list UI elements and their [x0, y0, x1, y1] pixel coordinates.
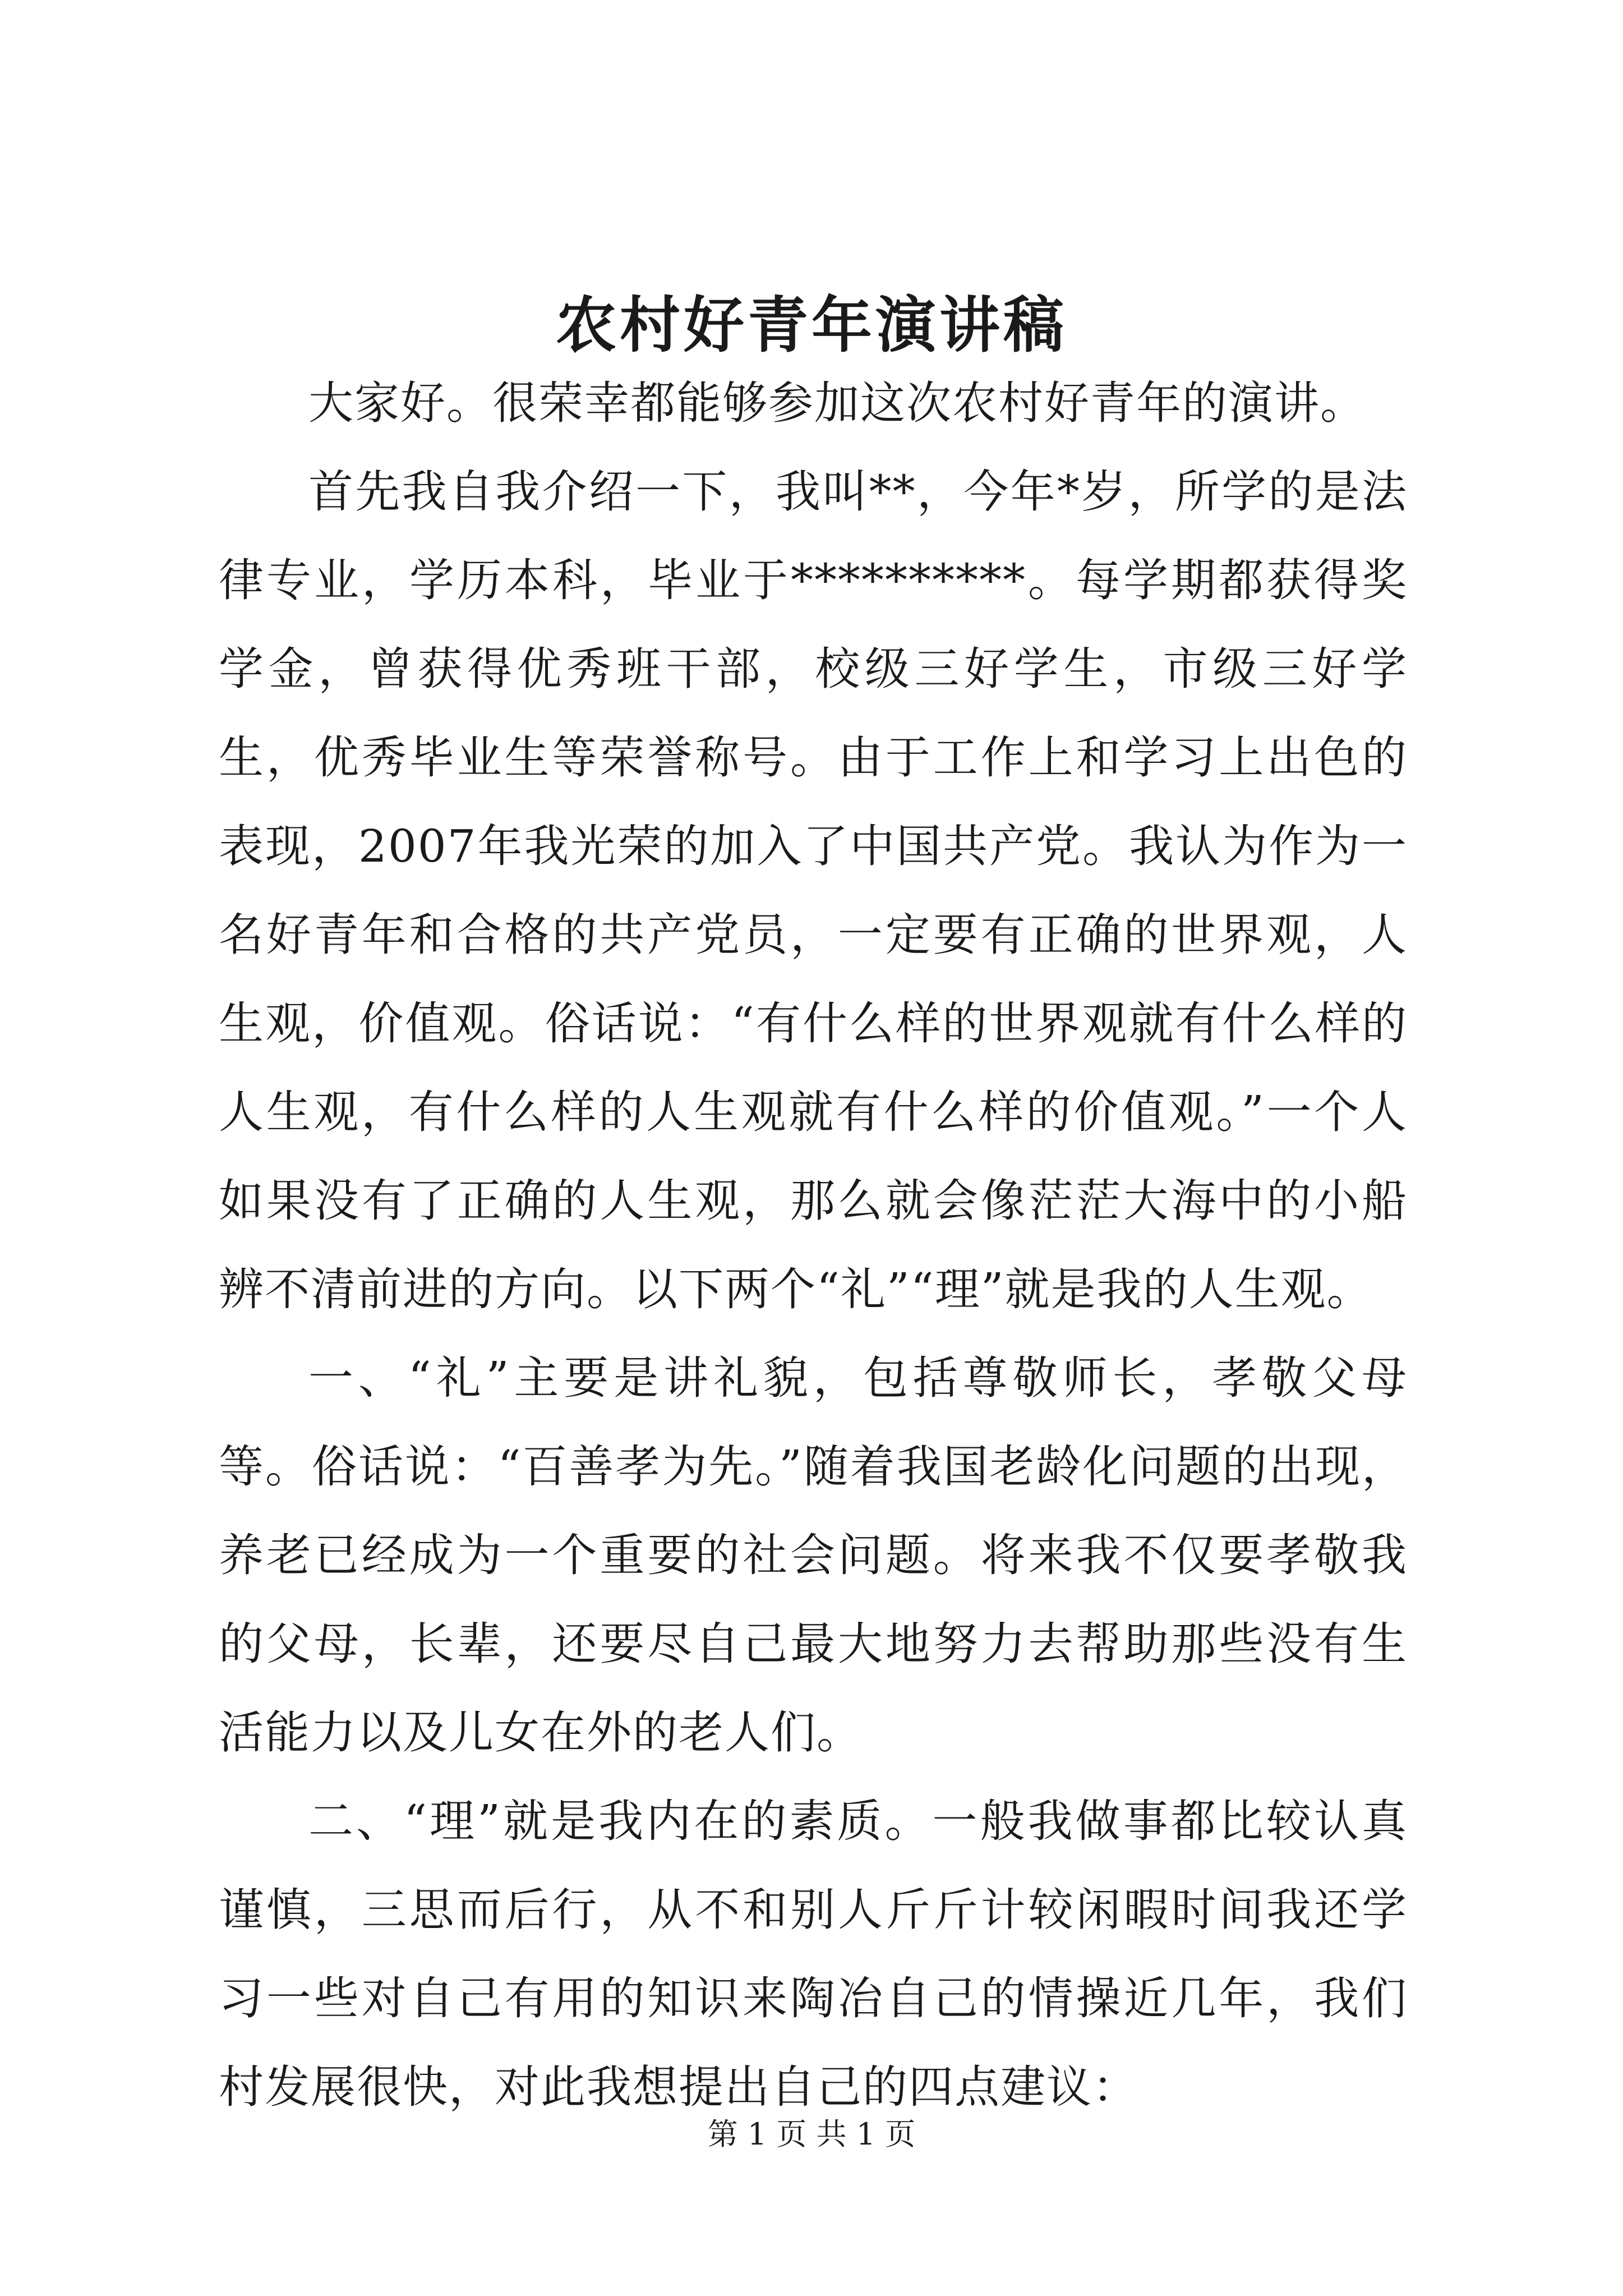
document-title: 农村好青年演讲稿: [555, 290, 1067, 361]
paragraph-li-courtesy: 一、“礼”主要是讲礼貌，包括尊敬师长，孝敬父母等。俗话说：“百善孝为先。”随着我国老龄化问题的出现，养老已经成为一个重要的社会问题。将来我不仅要孝敬我的父母，长辈，还要尽自己最大地努力去帮助那些没有生活能力以及儿女在外的老人们。: [219, 1352, 1408, 1759]
document-body: [219, 359, 1408, 2132]
paragraph-introduction: 首先我自我介绍一下，我叫**，今年*岁，所学的是法律专业，学历本科，毕业于**********。每学期都获得奖学金，曾获得优秀班干部，校级三好学生，市级三好学生，优秀毕业生等荣誉称号。由于工作上和学习上出色的表现，2007年我光荣的加入了中国共产党。我认为作为一名好青年和合格的共产党员，一定要有正确的世界观，人生观，价值观。俗话说：“有什么样的世界观就有什么样的人生观，有什么样的人生观就有什么样的价值观。”一个人如果没有了正确的人生观，那么就会像茫茫大海中的小船辨不清前进的方向。以下两个“礼”“理”就是我的人生观。: [219, 466, 1408, 1315]
paragraph-greeting: 大家好。很荣幸都能够参加这次农村好青年的演讲。: [308, 377, 1366, 429]
page-footer: 第 1 页 共 1 页: [707, 2116, 916, 2152]
paragraph-li-reason: 二、“理”就是我内在的素质。一般我做事都比较认真谨慎，三思而后行，从不和别人斤斤计较闲暇时间我还学习一些对自己有用的知识来陶冶自己的情操近几年，我们村发展很快，对此我想提出自己的四点建议：: [219, 1795, 1408, 2113]
